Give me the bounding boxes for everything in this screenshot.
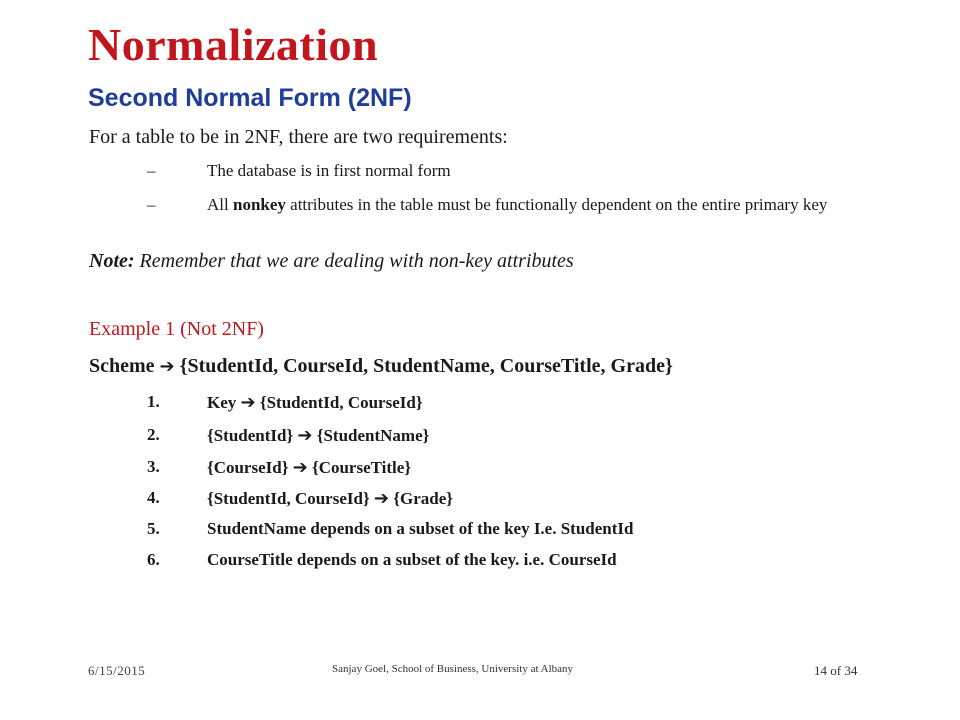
right-arrow-icon: ➔ [240, 392, 256, 413]
list-number: 4. [147, 488, 160, 507]
slide-subtitle: Second Normal Form (2NF) [88, 84, 412, 112]
scheme-line [89, 355, 673, 378]
list-text [207, 425, 429, 446]
requirement-text-end: attributes in the table must be functionally dependent on the entire primary key [285, 195, 828, 214]
right-arrow-icon: ➔ [292, 457, 308, 478]
note-text: Remember that we are dealing with non-key attributes [134, 250, 574, 272]
right-arrow-icon: ➔ [159, 356, 175, 377]
dependency-right: {StudentId, CourseId} [259, 393, 423, 412]
requirement-text-start: All [207, 195, 233, 214]
requirement-text [207, 192, 927, 218]
list-text: CourseTitle depends on a subset of the key. i.e. CourseId [207, 550, 617, 569]
list-number: 6. [147, 550, 160, 569]
intro-text: For a table to be in 2NF, there are two requirements: [89, 126, 508, 148]
right-arrow-icon: ➔ [373, 488, 390, 509]
footer-date: 6/15/2015 [88, 663, 146, 678]
scheme-value: {StudentId, CourseId, StudentName, CourseTitle, Grade} [179, 355, 673, 377]
footer-page-number: 14 of 34 [814, 663, 858, 678]
dash-marker: – [147, 195, 156, 214]
requirement-item [147, 158, 927, 184]
list-text [207, 488, 453, 509]
list-text: StudentName depends on a subset of the key I.e. StudentId [207, 519, 634, 538]
dependency-right: {Grade} [393, 489, 453, 508]
example-heading: Example 1 (Not 2NF) [89, 318, 264, 340]
dependency-left: {StudentId} [207, 426, 294, 445]
list-number: 1. [147, 392, 160, 411]
note-label: Note: [89, 250, 135, 272]
dependency-left: Key [207, 393, 237, 412]
dash-marker: – [147, 161, 156, 180]
list-text [207, 457, 411, 478]
requirement-item [147, 192, 927, 244]
footer-author: Sanjay Goel, School of Business, University at Albany [332, 663, 574, 675]
note [89, 250, 574, 273]
dependency-right: {CourseTitle} [312, 458, 412, 477]
nonkey-emphasis: nonkey [232, 195, 286, 214]
scheme-label: Scheme [89, 355, 155, 377]
list-number: 5. [147, 519, 160, 538]
list-number: 3. [147, 457, 160, 476]
dependency-left: {StudentId, CourseId} [207, 489, 370, 508]
slide-title: Normalization [88, 19, 379, 70]
dependency-left: {CourseId} [207, 458, 289, 477]
requirement-text: The database is in first normal form [207, 161, 451, 180]
dependency-right: {StudentName} [316, 426, 430, 445]
right-arrow-icon: ➔ [297, 425, 313, 446]
list-text [207, 392, 423, 413]
list-number: 2. [147, 425, 160, 444]
